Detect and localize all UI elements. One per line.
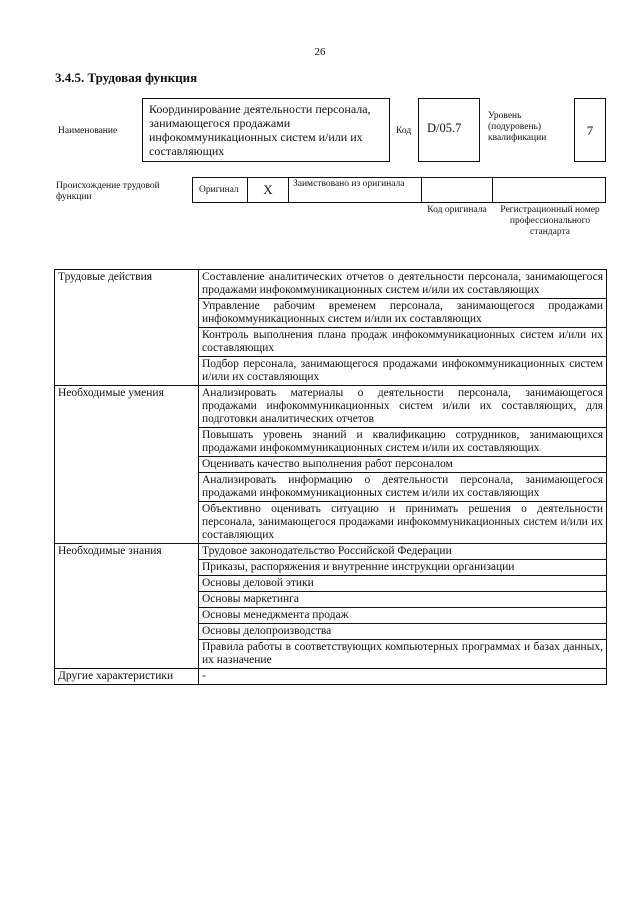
level-label-line-2: (подуровень) [488, 122, 542, 132]
skills-label: Необходимые умения [55, 386, 199, 544]
labor-action-item: Контроль выполнения плана продаж инфокоммуникационных систем и/или их составляющих [199, 328, 607, 357]
skill-item: Оценивать качество выполнения работ персоналом [199, 457, 607, 473]
labor-actions-label: Трудовые действия [55, 270, 199, 386]
section-title: 3.4.5. Трудовая функция [55, 70, 198, 85]
skill-item: Повышать уровень знаний и квалификацию сотрудников, занимающихся продажами инфокоммуникационных систем и/или их составляющих [199, 428, 607, 457]
knowledge-item: Основы менеджмента продаж [199, 608, 607, 624]
level-label-line-1: Уровень [488, 111, 522, 121]
knowledge-item: Трудовое законодательство Российской Федерации [199, 544, 607, 560]
knowledge-item: Основы делопроизводства [199, 624, 607, 640]
name-label: Наименование [58, 126, 118, 136]
original-mark: X [247, 177, 289, 203]
original-code-cell [421, 177, 493, 203]
level-label [488, 111, 546, 144]
labor-action-item: Управление рабочим временем персонала, занимающегося продажами инфокоммуникационных систем и/или их составляющих [199, 299, 607, 328]
registration-caption: Регистрационный номер профессионального стандарта [500, 205, 600, 237]
table-row [55, 386, 607, 428]
skill-item: Анализировать материалы о деятельности персонала, занимающегося продажами инфокоммуникационных систем и/или их составляющих, для подготовки аналитических отчетов [199, 386, 607, 428]
other-characteristics-value: - [199, 669, 607, 685]
level-value: 7 [574, 98, 606, 162]
code-label: Код [396, 126, 412, 136]
table-row [55, 544, 607, 560]
origin-label [56, 181, 160, 203]
origin-label-line-2: функции [56, 192, 92, 202]
other-characteristics-label: Другие характеристики [55, 669, 199, 685]
original-label: Оригинал [192, 177, 248, 203]
requirements-table [54, 269, 607, 685]
page-number: 26 [314, 46, 326, 58]
code-caption: Код оригинала [427, 205, 487, 215]
table-row [55, 270, 607, 299]
knowledge-label: Необходимые знания [55, 544, 199, 669]
borrowed-label: Заимствовано из оригинала [288, 177, 422, 203]
skill-item: Объективно оценивать ситуацию и принимать решения о деятельности персонала, занимающегося продажами инфокоммуникационных систем и/или их составляющих [199, 502, 607, 544]
table-row [55, 669, 607, 685]
function-name-value: Координирование деятельности персонала, занимающегося продажами инфокоммуникационных систем и/или их составляющих [142, 98, 390, 162]
knowledge-item: Основы маркетинга [199, 592, 607, 608]
labor-action-item: Составление аналитических отчетов о деятельности персонала, занимающегося продажами инфокоммуникационных систем и/или их составляющих [199, 270, 607, 299]
knowledge-item: Приказы, распоряжения и внутренние инструкции организации [199, 560, 607, 576]
labor-action-item: Подбор персонала, занимающегося продажами инфокоммуникационных систем и/или их составляющих [199, 357, 607, 386]
registration-number-cell [492, 177, 606, 203]
level-label-line-3: квалификации [488, 133, 547, 143]
skill-item: Анализировать информацию о деятельности персонала, занимающегося продажами инфокоммуникационных систем и/или их составляющих [199, 473, 607, 502]
origin-label-line-1: Происхождение трудовой [56, 181, 160, 191]
knowledge-item: Основы деловой этики [199, 576, 607, 592]
knowledge-item: Правила работы в соответствующих компьютерных программах и базах данных, их назначение [199, 640, 607, 669]
code-value: D/05.7 [418, 98, 480, 162]
